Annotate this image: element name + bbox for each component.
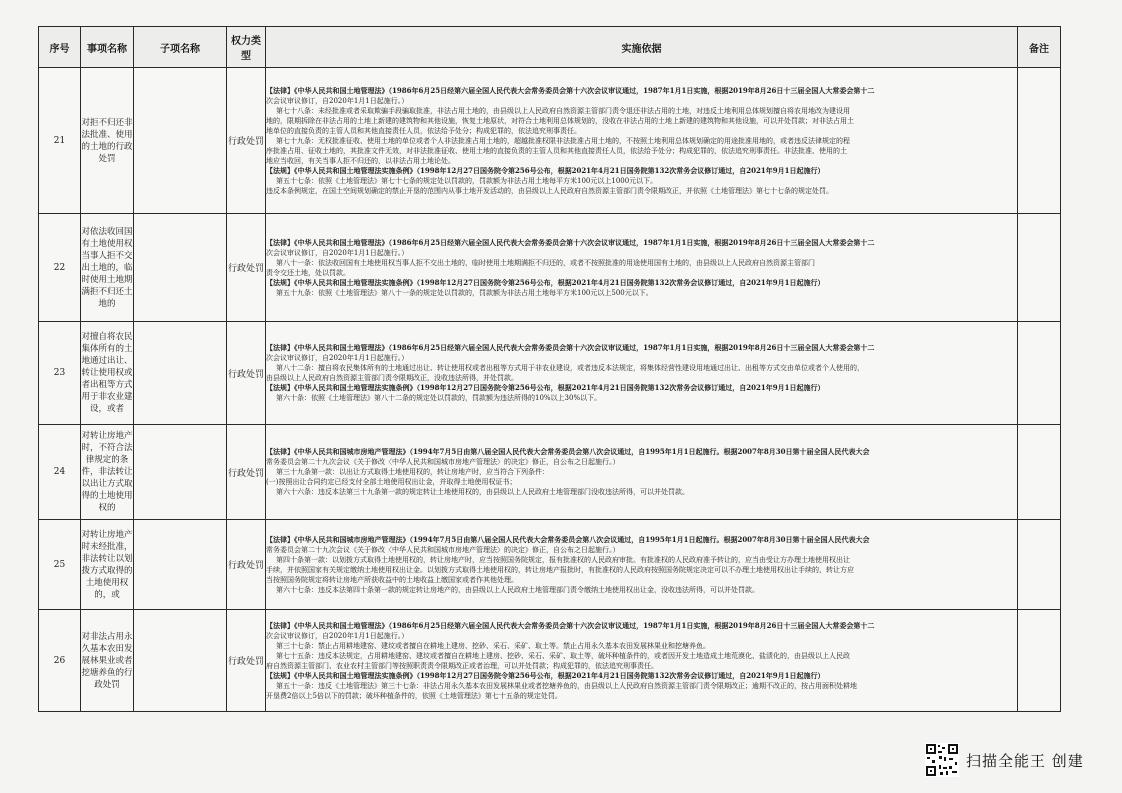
row-remark — [1018, 610, 1061, 712]
qr-code-icon — [925, 743, 959, 777]
basis-line: (一)按照出让合同约定已经支付全部土地使用权出让金，并取得土地使用权证书； — [266, 478, 517, 486]
scanner-watermark: 扫描全能王 创建 — [966, 752, 1084, 770]
basis-line: 开垦费2倍以上5倍以下的罚款；破坏种植条件的，依照《土地管理法》第七十五条的规定处罚。 — [266, 691, 562, 700]
row-item-name — [81, 322, 134, 425]
row-remark — [1018, 68, 1061, 214]
basis-line: 【法律】《中华人民共和国土地管理法》（1986年6月25日经第六届全国人民代表大会常务委员会第十六次会议审议通过，1987年1月1日实施，根据2019年8月26日十三届全国人大常委会第十二 — [266, 85, 875, 95]
basis-line: 【法规】《中华人民共和国土地管理法实施条例》（1998年12月27日国务院令第256号公布，根据2021年4月21日国务院第132次常务会议修订通过，自2021年9月1日起施行） — [266, 383, 825, 392]
row-item-text: 对非法占用永久基本农田发展林果业或者挖塘养鱼的行政处罚 — [81, 631, 133, 690]
row-item-name — [81, 68, 134, 214]
document-page — [38, 26, 1060, 710]
basis-line: 第五十一条：违反《土地管理法》第三十七条：非法占用永久基本农田发展林果业或者挖塘养鱼的，由县级以上人民政府自然资源主管部门责令限期改正；逾期不改正的，按占用面积处耕地 — [276, 681, 857, 690]
row-power-type: 行政处罚 — [227, 425, 266, 520]
row-item-name — [81, 520, 134, 610]
basis-line: 第六十条：依照《土地管理法》第八十二条的规定处以罚款的，罚款额为违法所得的10%以上30%以下。 — [276, 394, 602, 402]
basis-line: 地的，限期拆除在非法占用的土地上新建的建筑物和其他设施，恢复土地原状，对符合土地利用总体规划的，没收在非法占用的土地上新建的建筑物和其他设施，可以并处罚款；对非法占用土 — [266, 116, 854, 125]
row-item-name — [81, 425, 134, 520]
basis-line: 责令交还土地，处以罚款。 — [266, 268, 350, 277]
basis-line: 第六十六条：违反本法第三十九条第一款的规定转让土地使用权的，由县级以上人民政府土地管理部门没收违法所得，可以并处罚款。 — [276, 488, 689, 496]
header-sub-item: 子项名称 — [134, 27, 227, 68]
basis-line: 第八十一条：依法收回国有土地使用权当事人拒不交出土地的，临时使用土地期满拒不归还的，或者不按照批准的用途使用国有土地的，由县级以上人民政府自然资源主管部门 — [276, 258, 815, 267]
basis-line: 第八十二条：擅自将农民集体所有的土地通过出让、转让使用权或者出租等方式用于非农业建设，或者违反本法规定，将集体经营性建设用地通过出让、出租等方式交由单位或者个人使用的， — [276, 364, 864, 372]
row-item-text: 对转让房地产时，不符合法律规定的条件，非法转让以出让方式取得的土地使用权的 — [81, 431, 133, 513]
power-list-table — [38, 26, 1061, 712]
row-basis — [266, 610, 1018, 712]
row-seq: 21 — [39, 68, 81, 214]
row-remark — [1018, 425, 1061, 520]
table-row — [39, 520, 1061, 610]
basis-line: 次会议审议修订，自2020年1月1日起施行。） — [266, 631, 409, 640]
basis-line: 地应当收回，有关当事人拒不归还的，以非法占用土地论处。 — [266, 156, 455, 165]
row-item-text: 对擅自将农民集体所有的土地通过出让、转让使用权或者出租等方式用于非农业建设，或者 — [81, 332, 133, 414]
basis-line: 第三十七条：禁止占用耕地建窑、建坟或者擅自在耕地上建房、挖砂、采石、采矿、取土等。禁止占用永久基本农田发展林果业和挖塘养鱼。 — [276, 641, 710, 650]
row-power-type: 行政处罚 — [227, 214, 266, 322]
row-seq: 23 — [39, 322, 81, 425]
basis-line: 次会议审议修订，自2020年1月1日起施行。） — [266, 96, 409, 105]
row-power-type: 行政处罚 — [227, 610, 266, 712]
basis-line: 常务委员会第二十九次会议《关于修改〈中华人民共和国城市房地产管理法〉的决定》修正，自公布之日起施行。） — [266, 545, 620, 554]
basis-line: 次会议审议修订，自2020年1月1日起施行。） — [266, 354, 409, 362]
row-basis — [266, 425, 1018, 520]
row-sub-item — [134, 214, 227, 322]
header-item: 事项名称 — [81, 27, 134, 68]
basis-line: 地单位的直接负责的主管人员和其他直接责任人员，依法给予处分；构成犯罪的，依法追究刑事责任。 — [266, 126, 581, 135]
basis-line: 序批准占用、征收土地的，其批准文件无效，对非法批准征收、使用土地的直接负责的主管人员和其他直接责任人员，依法给予处分；构成犯罪的，依法追究刑事责任。非法批准、使用的土 — [266, 146, 847, 155]
row-basis — [266, 520, 1018, 610]
basis-line: 第七十八条：未经批准或者采取欺骗手段骗取批准，非法占用土地的，由县级以上人民政府自然资源主管部门责令退还非法占用的土地，对违反土地利用总体规划擅自将农用地改为建设用 — [276, 106, 850, 115]
row-basis — [266, 214, 1018, 322]
row-remark — [1018, 520, 1061, 610]
header-basis: 实施依据 — [266, 27, 1018, 68]
basis-line: 第六十七条：违反本法第四十条第一款的规定转让房地产的，由县级以上人民政府土地管理部门责令缴纳土地使用权出让金，没收违法所得，可以并处罚款。 — [276, 585, 759, 594]
basis-line: 常务委员会第二十九次会议《关于修改〈中华人民共和国城市房地产管理法〉的决定》修正，自公布之日起施行。） — [266, 458, 620, 466]
basis-line: 第三十九条第一款：以出让方式取得土地使用权的，转让房地产时，应当符合下列条件： — [276, 468, 549, 476]
row-seq: 26 — [39, 610, 81, 712]
basis-line: 【法规】《中华人民共和国土地管理法实施条例》（1998年12月27日国务院令第256号公布，根据2021年4月21日国务院第132次常务会议修订通过，自2021年9月1日起施行） — [266, 165, 825, 175]
row-seq: 24 — [39, 425, 81, 520]
basis-line: 第四十条第一款：以划拨方式取得土地使用权的，转让房地产时，应当按照国务院规定，报有批准权的人民政府审批。有批准权的人民政府准予转让的，应当由受让方办理土地使用权出让 — [276, 555, 850, 564]
basis-line: 当按照国务院规定将转让房地产所获收益中的土地收益上缴国家或者作其他处理。 — [266, 575, 518, 584]
table-row — [39, 610, 1061, 712]
basis-line: 第七十九条：无权批准征收、使用土地的单位或者个人非法批准占用土地的，超越批准权限非法批准占用土地的，不按照土地利用总体规划确定的用途批准用地的，或者违反法律规定的程 — [276, 136, 850, 145]
basis-line: 手续，并依照国家有关规定缴纳土地使用权出让金。以划拨方式取得土地使用权的，转让房地产报批时，有批准权的人民政府按照国务院规定决定可以不办理土地使用权出让手续的，转让方应 — [266, 565, 854, 574]
table-row — [39, 214, 1061, 322]
row-sub-item — [134, 610, 227, 712]
row-basis — [266, 68, 1018, 214]
table-row — [39, 425, 1061, 520]
row-item-name — [81, 610, 134, 712]
basis-line: 次会议审议修订，自2020年1月1日起施行。） — [266, 248, 409, 257]
table-row — [39, 68, 1061, 214]
basis-line: 【法律】《中华人民共和国土地管理法》（1986年6月25日经第六届全国人民代表大会常务委员会第十六次会议审议通过，1987年1月1日实施，根据2019年8月26日十三届全国人大常委会第十二 — [266, 620, 875, 630]
row-power-type: 行政处罚 — [227, 520, 266, 610]
row-sub-item — [134, 520, 227, 610]
row-power-type: 行政处罚 — [227, 68, 266, 214]
basis-line: 【法律】《中华人民共和国城市房地产管理法》（1994年7月5日由第八届全国人民代表大会常务委员会第八次会议通过，自1995年1月1日起施行。根据2007年8月30日第十届全国人民代表大会 — [266, 447, 870, 456]
row-item-text: 对依法收回国有土地使用权当事人拒不交出土地的，临时使用土地期满拒不归还土地的 — [81, 226, 133, 309]
basis-line: 【法规】《中华人民共和国土地管理法实施条例》（1998年12月27日国务院令第256号公布，根据2021年4月21日国务院第132次常务会议修订通过，自2021年9月1日起施行） — [266, 277, 825, 287]
basis-line: 【法律】《中华人民共和国土地管理法》（1986年6月25日经第六届全国人民代表大会常务委员会第十六次会议审议通过，1987年1月1日实施，根据2019年8月26日十三届全国人大常委会第十二 — [266, 237, 875, 247]
row-sub-item — [134, 425, 227, 520]
basis-line: 第五十九条：依照《土地管理法》第八十一条的规定处以罚款的，罚款额为非法占用土地每平方米100元以上500元以下。 — [276, 288, 653, 297]
basis-line: 第五十七条：依照《土地管理法》第七十七条的规定处以罚款的，罚款额为非法占用土地每平方米100元以上1000元以下。 — [276, 176, 658, 185]
basis-line: 【法规】《中华人民共和国土地管理法实施条例》（1998年12月27日国务院令第256号公布，根据2021年4月21日国务院第132次常务会议修订通过，自2021年9月1日起施行） — [266, 670, 825, 680]
basis-line: 府自然资源主管部门、农业农村主管部门等按照职责责令限期改正或者治理，可以并处罚款；构成犯罪的，依法追究刑事责任。 — [266, 661, 658, 670]
row-remark — [1018, 322, 1061, 425]
basis-line: 违反本条例规定，在国土空间规划确定的禁止开垦的范围内从事土地开发活动的，由县级以上人民政府自然资源主管部门责令限期改正，并依照《土地管理法》第七十七条的规定处罚。 — [266, 186, 833, 195]
header-remark: 备注 — [1018, 27, 1061, 68]
header-power-type: 权力类型 — [227, 27, 266, 68]
table-row — [39, 322, 1061, 425]
basis-line: 【法律】《中华人民共和国城市房地产管理法》（1994年7月5日由第八届全国人民代表大会常务委员会第八次会议通过，自1995年1月1日起施行。根据2007年8月30日第十届全国人民代表大会 — [266, 534, 870, 544]
basis-line: 第七十五条：违反本法规定，占用耕地建窑、建坟或者擅自在耕地上建房、挖砂、采石、采矿、取土等，破坏种植条件的，或者因开发土地造成土地荒漠化、盐渍化的，由县级以上人民政 — [276, 651, 850, 660]
row-remark — [1018, 214, 1061, 322]
row-sub-item — [134, 68, 227, 214]
row-seq: 22 — [39, 214, 81, 322]
header-seq: 序号 — [39, 27, 81, 68]
row-item-text: 对拒不归还非法批准、使用的土地的行政处罚 — [81, 117, 133, 164]
row-seq: 25 — [39, 520, 81, 610]
row-sub-item — [134, 322, 227, 425]
row-item-name — [81, 214, 134, 322]
row-basis — [266, 322, 1018, 425]
basis-line: 由县级以上人民政府自然资源主管部门责令限期改正，没收违法所得，并处罚款。 — [266, 374, 518, 382]
row-item-text: 对转让房地产时未经批准，非法转让以划拨方式取得的土地使用权的，或 — [81, 529, 133, 600]
basis-line: 【法律】《中华人民共和国土地管理法》（1986年6月25日经第六届全国人民代表大会常务委员会第十六次会议审议通过，1987年1月1日实施，根据2019年8月26日十三届全国人大常委会第十二 — [266, 343, 875, 352]
row-power-type: 行政处罚 — [227, 322, 266, 425]
header-row — [39, 27, 1061, 68]
